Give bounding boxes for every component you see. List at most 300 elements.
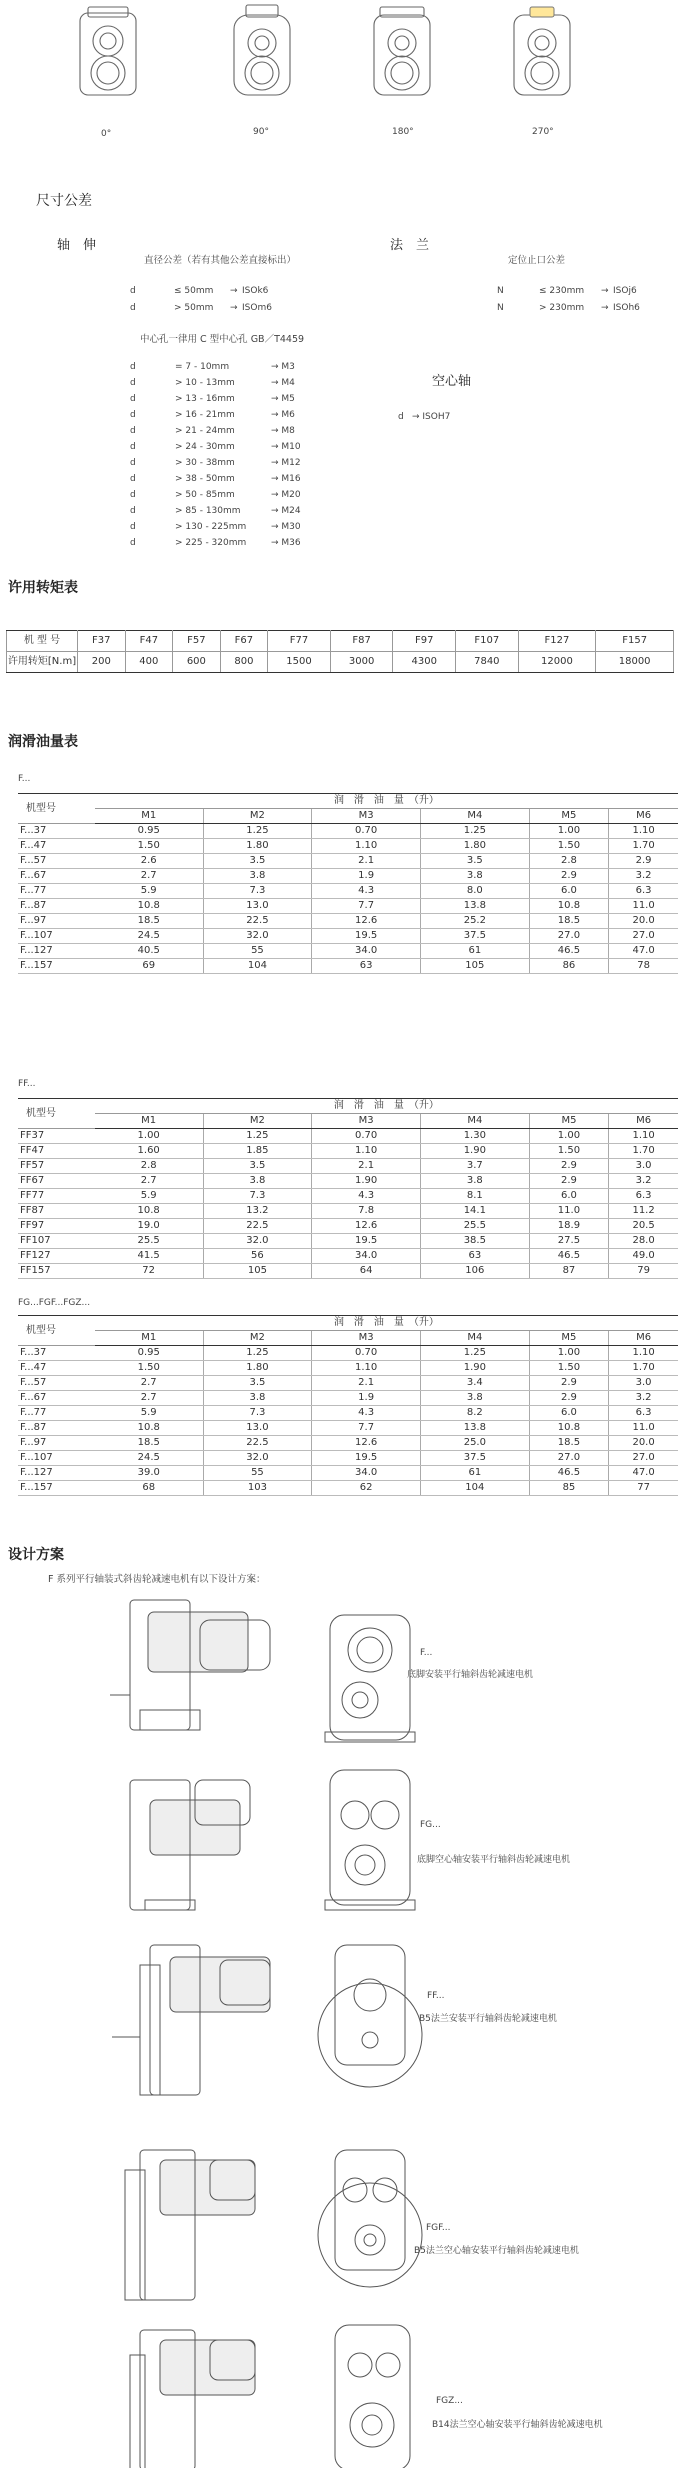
center-row: d > 13 - 16mm → M5 bbox=[130, 394, 295, 404]
table-cell: F67 bbox=[220, 631, 268, 652]
table-cell: 3.0 bbox=[609, 1159, 678, 1174]
table-cell: 1.90 bbox=[420, 1361, 529, 1376]
table-cell: 1.50 bbox=[95, 839, 203, 854]
lube-header-model: 机型号 bbox=[18, 1316, 95, 1346]
table-cell: 19.5 bbox=[312, 1234, 421, 1249]
table-row bbox=[18, 914, 678, 929]
table-cell: 1.70 bbox=[609, 839, 678, 854]
table-row bbox=[18, 884, 678, 899]
table-row bbox=[18, 944, 678, 959]
table-cell: 22.5 bbox=[203, 1436, 312, 1451]
table-cell: F157 bbox=[596, 631, 674, 652]
table-cell: 8.0 bbox=[420, 884, 529, 899]
table-cell: F97 bbox=[393, 631, 456, 652]
table-row bbox=[18, 1421, 678, 1436]
table-cell: 3.8 bbox=[420, 1391, 529, 1406]
table-cell: 20.0 bbox=[609, 1436, 678, 1451]
table-cell: 2.1 bbox=[312, 1376, 421, 1391]
model-cell: F...157 bbox=[18, 1481, 95, 1496]
lube-col-header: M6 bbox=[609, 809, 678, 824]
table-cell: 13.8 bbox=[420, 1421, 529, 1436]
table-cell: 11.0 bbox=[609, 1421, 678, 1436]
table-cell: F57 bbox=[173, 631, 221, 652]
table-cell: 32.0 bbox=[203, 929, 312, 944]
table-cell: 0.70 bbox=[312, 1346, 421, 1361]
table-cell: 1.25 bbox=[420, 1346, 529, 1361]
table-row bbox=[18, 1144, 678, 1159]
table-cell: 47.0 bbox=[609, 1466, 678, 1481]
center-row: d > 30 - 38mm → M12 bbox=[130, 458, 301, 468]
lube-col-header: M6 bbox=[609, 1114, 678, 1129]
table-cell: 64 bbox=[312, 1264, 421, 1279]
model-cell: F...97 bbox=[18, 914, 95, 929]
lube-col-header: M4 bbox=[420, 1331, 529, 1346]
lube-col-header: M5 bbox=[529, 809, 608, 824]
flange-row: N > 230mm → ISOh6 bbox=[497, 303, 640, 313]
table-cell: 3.2 bbox=[609, 869, 678, 884]
lube-header-model: 机型号 bbox=[18, 794, 95, 824]
table-cell: 105 bbox=[420, 959, 529, 974]
hollow-shaft-heading: 空心轴 bbox=[432, 374, 472, 389]
table-cell: 7.7 bbox=[312, 1421, 421, 1436]
table-cell: 4.3 bbox=[312, 1189, 421, 1204]
table-cell: 1.70 bbox=[609, 1144, 678, 1159]
model-cell: FF57 bbox=[18, 1159, 95, 1174]
table-cell: 37.5 bbox=[420, 929, 529, 944]
table-cell: 18.5 bbox=[95, 1436, 203, 1451]
table-cell: 63 bbox=[420, 1249, 529, 1264]
model-cell: FF47 bbox=[18, 1144, 95, 1159]
center-hole-list bbox=[130, 362, 350, 554]
center-row: d > 130 - 225mm → M30 bbox=[130, 522, 301, 532]
table-cell: 7840 bbox=[456, 652, 519, 673]
table-cell: 1.10 bbox=[609, 1346, 678, 1361]
design-drawing-fg bbox=[130, 1770, 415, 1910]
table-row bbox=[18, 1436, 678, 1451]
table-cell: 22.5 bbox=[203, 1219, 312, 1234]
table-cell: 12000 bbox=[518, 652, 596, 673]
lube-header-group: 润 滑 油 量 （升） bbox=[95, 1099, 678, 1114]
table-cell: 2.9 bbox=[529, 869, 608, 884]
table-cell: F107 bbox=[456, 631, 519, 652]
table-cell: 3.8 bbox=[203, 1391, 312, 1406]
center-row: d > 38 - 50mm → M16 bbox=[130, 474, 301, 484]
table-cell: 2.7 bbox=[95, 1376, 203, 1391]
table-cell: 3.5 bbox=[203, 1159, 312, 1174]
table-cell: 4.3 bbox=[312, 884, 421, 899]
table-cell: 2.7 bbox=[95, 1174, 203, 1189]
table-cell: 19.0 bbox=[95, 1219, 203, 1234]
shaft-row: d > 50mm → ISOm6 bbox=[130, 303, 272, 313]
table-cell: 19.5 bbox=[312, 1451, 421, 1466]
lube-col-row bbox=[18, 1331, 678, 1346]
table-row bbox=[18, 1189, 678, 1204]
table-cell: 103 bbox=[203, 1481, 312, 1496]
table-cell: 11.0 bbox=[529, 1204, 609, 1219]
table-cell: F37 bbox=[78, 631, 126, 652]
table-cell: 1.25 bbox=[420, 824, 529, 839]
table-cell: 7.3 bbox=[203, 1406, 312, 1421]
model-cell: F...127 bbox=[18, 944, 95, 959]
table-cell: 3.8 bbox=[203, 869, 312, 884]
lube-col-header: M4 bbox=[420, 809, 529, 824]
torque-title: 许用转矩表 bbox=[8, 580, 78, 596]
table-cell: 6.3 bbox=[609, 1406, 678, 1421]
table-cell: 6.3 bbox=[609, 884, 678, 899]
lube-header-group: 润 滑 油 量 （升） bbox=[95, 1316, 678, 1331]
table-cell: 55 bbox=[203, 1466, 312, 1481]
center-row: d > 10 - 13mm → M4 bbox=[130, 378, 295, 388]
table-cell: 79 bbox=[609, 1264, 678, 1279]
lube-col-header: M6 bbox=[609, 1331, 678, 1346]
model-cell: F...57 bbox=[18, 1376, 95, 1391]
table-cell: 2.9 bbox=[529, 1376, 608, 1391]
table-cell: 1.80 bbox=[203, 839, 312, 854]
center-row: d > 21 - 24mm → M8 bbox=[130, 426, 295, 436]
table-cell: 12.6 bbox=[312, 1219, 421, 1234]
table-cell: 1.10 bbox=[312, 1144, 421, 1159]
table-cell: 3.5 bbox=[420, 854, 529, 869]
table-cell: F77 bbox=[268, 631, 331, 652]
model-cell: F...47 bbox=[18, 839, 95, 854]
lube-col-header: M3 bbox=[312, 1114, 421, 1129]
table-cell: 20.0 bbox=[609, 914, 678, 929]
table-cell: 13.8 bbox=[420, 899, 529, 914]
design-code: FF... bbox=[427, 1991, 445, 2001]
table-cell: 10.8 bbox=[529, 899, 608, 914]
model-cell: FF77 bbox=[18, 1189, 95, 1204]
model-cell: F...37 bbox=[18, 1346, 95, 1361]
design-intro: F 系列平行轴装式斜齿轮减速电机有以下设计方案： bbox=[48, 1574, 266, 1585]
table-cell: 8.1 bbox=[420, 1189, 529, 1204]
table-cell: 200 bbox=[78, 652, 126, 673]
torque-table bbox=[6, 630, 674, 673]
table-cell: 39.0 bbox=[95, 1466, 203, 1481]
shaft-row: d ≤ 50mm → ISOk6 bbox=[130, 286, 269, 296]
lube-series-label: FG...FGF...FGZ... bbox=[18, 1298, 91, 1308]
mount-180-drawing bbox=[374, 7, 430, 95]
table-cell: 2.1 bbox=[312, 1159, 421, 1174]
table-cell: 1.60 bbox=[95, 1144, 203, 1159]
model-cell: F...37 bbox=[18, 824, 95, 839]
table-cell: 40.5 bbox=[95, 944, 203, 959]
lube-header-row bbox=[18, 1316, 678, 1331]
hollow-shaft-row: d → ISOH7 bbox=[398, 412, 451, 422]
table-cell: 11.2 bbox=[609, 1204, 678, 1219]
table-row bbox=[18, 1406, 678, 1421]
table-cell: 3.7 bbox=[420, 1159, 529, 1174]
table-cell: 18000 bbox=[596, 652, 674, 673]
model-cell: FF127 bbox=[18, 1249, 95, 1264]
mount-270-drawing bbox=[514, 7, 570, 95]
lube-col-header: M2 bbox=[203, 1331, 312, 1346]
table-row bbox=[18, 1264, 678, 1279]
lube-title: 润滑油量表 bbox=[8, 734, 78, 750]
table-cell: 18.5 bbox=[95, 914, 203, 929]
table-cell: 38.5 bbox=[420, 1234, 529, 1249]
table-cell: 104 bbox=[203, 959, 312, 974]
torque-row-label: 许用转矩[N.m] bbox=[7, 652, 78, 673]
angle-label-180: 180° bbox=[392, 127, 414, 137]
table-cell: 2.8 bbox=[529, 854, 608, 869]
table-row bbox=[18, 839, 678, 854]
design-drawing-fgf bbox=[125, 2150, 422, 2300]
table-cell: 68 bbox=[95, 1481, 203, 1496]
table-cell: 11.0 bbox=[609, 899, 678, 914]
lube-table bbox=[18, 1098, 678, 1279]
center-row: d > 225 - 320mm → M36 bbox=[130, 538, 301, 548]
tolerance-title: 尺寸公差 bbox=[36, 193, 92, 209]
table-cell: 3.4 bbox=[420, 1376, 529, 1391]
model-cell: FF107 bbox=[18, 1234, 95, 1249]
table-cell: 72 bbox=[95, 1264, 203, 1279]
center-row: d > 50 - 85mm → M20 bbox=[130, 490, 301, 500]
table-cell: 3.8 bbox=[420, 1174, 529, 1189]
model-cell: FF157 bbox=[18, 1264, 95, 1279]
model-cell: F...57 bbox=[18, 854, 95, 869]
table-cell: 27.5 bbox=[529, 1234, 609, 1249]
model-cell: F...77 bbox=[18, 1406, 95, 1421]
table-cell: 32.0 bbox=[203, 1234, 312, 1249]
model-cell: F...77 bbox=[18, 884, 95, 899]
design-drawing-f bbox=[110, 1600, 415, 1742]
center-row: d > 85 - 130mm → M24 bbox=[130, 506, 301, 516]
center-hole-note: 中心孔一律用 C 型中心孔 GB／T4459 bbox=[140, 334, 305, 345]
lube-table bbox=[18, 1315, 678, 1496]
lube-header-model: 机型号 bbox=[18, 1099, 95, 1129]
table-cell: 18.9 bbox=[529, 1219, 609, 1234]
diameter-tolerance-note: 直径公差（若有其他公差直接标出） bbox=[144, 255, 297, 266]
lube-col-header: M4 bbox=[420, 1114, 529, 1129]
centering-tolerance-note: 定位止口公差 bbox=[508, 255, 566, 266]
table-cell: 7.3 bbox=[203, 884, 312, 899]
table-cell: 34.0 bbox=[312, 1466, 421, 1481]
table-cell: 32.0 bbox=[203, 1451, 312, 1466]
table-cell: 2.7 bbox=[95, 869, 203, 884]
table-cell: 69 bbox=[95, 959, 203, 974]
table-row bbox=[18, 1376, 678, 1391]
flange-row: N ≤ 230mm → ISOj6 bbox=[497, 286, 637, 296]
lube-col-header: M3 bbox=[312, 1331, 421, 1346]
table-row bbox=[18, 1129, 678, 1144]
table-cell: 2.1 bbox=[312, 854, 421, 869]
model-cell: F...67 bbox=[18, 869, 95, 884]
design-drawing-fgz bbox=[130, 2325, 410, 2468]
table-cell: 25.5 bbox=[95, 1234, 203, 1249]
design-desc: 底脚空心轴安装平行轴斜齿轮减速电机 bbox=[417, 1855, 571, 1865]
design-title: 设计方案 bbox=[8, 1547, 64, 1563]
table-cell: 1.25 bbox=[203, 1129, 312, 1144]
model-cell: FF67 bbox=[18, 1174, 95, 1189]
table-row bbox=[18, 1204, 678, 1219]
model-cell: FF87 bbox=[18, 1204, 95, 1219]
table-cell: 1.00 bbox=[95, 1129, 203, 1144]
model-cell: F...97 bbox=[18, 1436, 95, 1451]
table-cell: 7.3 bbox=[203, 1189, 312, 1204]
torque-row-label: 机 型 号 bbox=[7, 631, 78, 652]
table-cell: 10.8 bbox=[95, 899, 203, 914]
design-desc: 底脚安装平行轴斜齿轮减速电机 bbox=[407, 1670, 534, 1680]
table-cell: 47.0 bbox=[609, 944, 678, 959]
table-cell: 106 bbox=[420, 1264, 529, 1279]
table-cell: 105 bbox=[203, 1264, 312, 1279]
table-cell: 3.8 bbox=[420, 869, 529, 884]
table-cell: 55 bbox=[203, 944, 312, 959]
model-cell: F...107 bbox=[18, 929, 95, 944]
table-cell: 1.10 bbox=[609, 1129, 678, 1144]
lube-col-row bbox=[18, 809, 678, 824]
model-cell: FF97 bbox=[18, 1219, 95, 1234]
table-cell: 2.7 bbox=[95, 1391, 203, 1406]
table-cell: 5.9 bbox=[95, 884, 203, 899]
table-cell: 10.8 bbox=[95, 1421, 203, 1436]
lube-table bbox=[18, 793, 678, 974]
torque-model-row bbox=[7, 631, 674, 652]
table-cell: F127 bbox=[518, 631, 596, 652]
table-cell: 2.8 bbox=[95, 1159, 203, 1174]
table-cell: 1.85 bbox=[203, 1144, 312, 1159]
lube-col-header: M1 bbox=[95, 809, 203, 824]
table-cell: 1.50 bbox=[95, 1361, 203, 1376]
table-row bbox=[18, 1346, 678, 1361]
table-cell: 7.8 bbox=[312, 1204, 421, 1219]
table-cell: 12.6 bbox=[312, 914, 421, 929]
table-cell: 1500 bbox=[268, 652, 331, 673]
design-desc: B14法兰空心轴安装平行轴斜齿轮减速电机 bbox=[432, 2420, 603, 2430]
table-cell: 61 bbox=[420, 1466, 529, 1481]
table-cell: 49.0 bbox=[609, 1249, 678, 1264]
table-cell: 61 bbox=[420, 944, 529, 959]
table-cell: 0.95 bbox=[95, 1346, 203, 1361]
table-cell: 87 bbox=[529, 1264, 609, 1279]
table-cell: 1.25 bbox=[203, 1346, 312, 1361]
lube-col-header: M5 bbox=[529, 1114, 609, 1129]
table-cell: 34.0 bbox=[312, 944, 421, 959]
table-row bbox=[18, 1234, 678, 1249]
lube-col-header: M2 bbox=[203, 1114, 312, 1129]
lube-col-header: M1 bbox=[95, 1331, 203, 1346]
lube-header-row bbox=[18, 1099, 678, 1114]
table-cell: 104 bbox=[420, 1481, 529, 1496]
angle-label-270: 270° bbox=[532, 127, 554, 137]
model-cell: F...157 bbox=[18, 959, 95, 974]
table-cell: 1.80 bbox=[420, 839, 529, 854]
table-cell: 1.50 bbox=[529, 1144, 609, 1159]
table-cell: 1.70 bbox=[609, 1361, 678, 1376]
model-cell: F...107 bbox=[18, 1451, 95, 1466]
table-cell: 1.90 bbox=[312, 1174, 421, 1189]
lube-col-header: M3 bbox=[312, 809, 421, 824]
table-cell: 1.90 bbox=[420, 1144, 529, 1159]
table-row bbox=[18, 1466, 678, 1481]
table-cell: 24.5 bbox=[95, 929, 203, 944]
table-cell: 20.5 bbox=[609, 1219, 678, 1234]
table-cell: 27.0 bbox=[529, 1451, 608, 1466]
table-cell: 600 bbox=[173, 652, 221, 673]
table-row bbox=[18, 1451, 678, 1466]
table-cell: 25.0 bbox=[420, 1436, 529, 1451]
table-cell: 2.9 bbox=[529, 1174, 609, 1189]
table-cell: 1.00 bbox=[529, 1129, 609, 1144]
table-row bbox=[18, 1249, 678, 1264]
table-cell: 0.70 bbox=[312, 1129, 421, 1144]
table-row bbox=[18, 1361, 678, 1376]
table-cell: 7.7 bbox=[312, 899, 421, 914]
table-cell: 27.0 bbox=[529, 929, 608, 944]
table-cell: 62 bbox=[312, 1481, 421, 1496]
table-row bbox=[18, 929, 678, 944]
table-cell: 12.6 bbox=[312, 1436, 421, 1451]
lube-series-label: F... bbox=[18, 774, 31, 784]
table-cell: F87 bbox=[330, 631, 393, 652]
table-cell: 1.00 bbox=[529, 824, 608, 839]
design-code: FGZ... bbox=[436, 2396, 463, 2406]
design-desc: B5法兰安装平行轴斜齿轮减速电机 bbox=[419, 2014, 557, 2024]
table-cell: 37.5 bbox=[420, 1451, 529, 1466]
table-cell: 63 bbox=[312, 959, 421, 974]
table-cell: 5.9 bbox=[95, 1189, 203, 1204]
table-cell: 41.5 bbox=[95, 1249, 203, 1264]
table-cell: 400 bbox=[125, 652, 173, 673]
table-cell: 1.10 bbox=[609, 824, 678, 839]
table-cell: 3.5 bbox=[203, 854, 312, 869]
table-cell: 86 bbox=[529, 959, 608, 974]
table-cell: 2.6 bbox=[95, 854, 203, 869]
table-cell: 0.70 bbox=[312, 824, 421, 839]
angle-label-0: 0° bbox=[101, 129, 112, 139]
table-row bbox=[18, 854, 678, 869]
table-cell: 19.5 bbox=[312, 929, 421, 944]
center-row: d > 16 - 21mm → M6 bbox=[130, 410, 295, 420]
table-cell: 18.5 bbox=[529, 914, 608, 929]
table-cell: 10.8 bbox=[529, 1421, 608, 1436]
center-row: d > 24 - 30mm → M10 bbox=[130, 442, 301, 452]
model-cell: F...127 bbox=[18, 1466, 95, 1481]
mounting-position-drawings bbox=[0, 0, 680, 145]
lube-header-group: 润 滑 油 量 （升） bbox=[95, 794, 678, 809]
table-cell: 56 bbox=[203, 1249, 312, 1264]
table-row bbox=[18, 899, 678, 914]
table-cell: 3.5 bbox=[203, 1376, 312, 1391]
table-cell: 22.5 bbox=[203, 914, 312, 929]
table-cell: 1.50 bbox=[529, 839, 608, 854]
angle-label-90: 90° bbox=[253, 127, 269, 137]
table-cell: 5.9 bbox=[95, 1406, 203, 1421]
shaft-heading: 轴 伸 bbox=[57, 238, 97, 253]
table-cell: 10.8 bbox=[95, 1204, 203, 1219]
table-cell: 6.3 bbox=[609, 1189, 678, 1204]
table-row bbox=[18, 1159, 678, 1174]
model-cell: F...47 bbox=[18, 1361, 95, 1376]
flange-heading: 法 兰 bbox=[390, 238, 430, 253]
table-row bbox=[18, 1481, 678, 1496]
design-code: F... bbox=[420, 1648, 433, 1658]
table-cell: 24.5 bbox=[95, 1451, 203, 1466]
flange-tolerance-list bbox=[497, 286, 677, 320]
table-cell: 78 bbox=[609, 959, 678, 974]
table-cell: 25.2 bbox=[420, 914, 529, 929]
table-cell: 3.0 bbox=[609, 1376, 678, 1391]
design-code: FGF... bbox=[426, 2223, 451, 2233]
table-cell: 85 bbox=[529, 1481, 608, 1496]
model-cell: F...87 bbox=[18, 899, 95, 914]
table-cell: 13.2 bbox=[203, 1204, 312, 1219]
table-row bbox=[18, 869, 678, 884]
table-cell: 25.5 bbox=[420, 1219, 529, 1234]
table-cell: 1.25 bbox=[203, 824, 312, 839]
table-cell: 2.9 bbox=[529, 1159, 609, 1174]
mount-0-drawing bbox=[80, 7, 136, 95]
